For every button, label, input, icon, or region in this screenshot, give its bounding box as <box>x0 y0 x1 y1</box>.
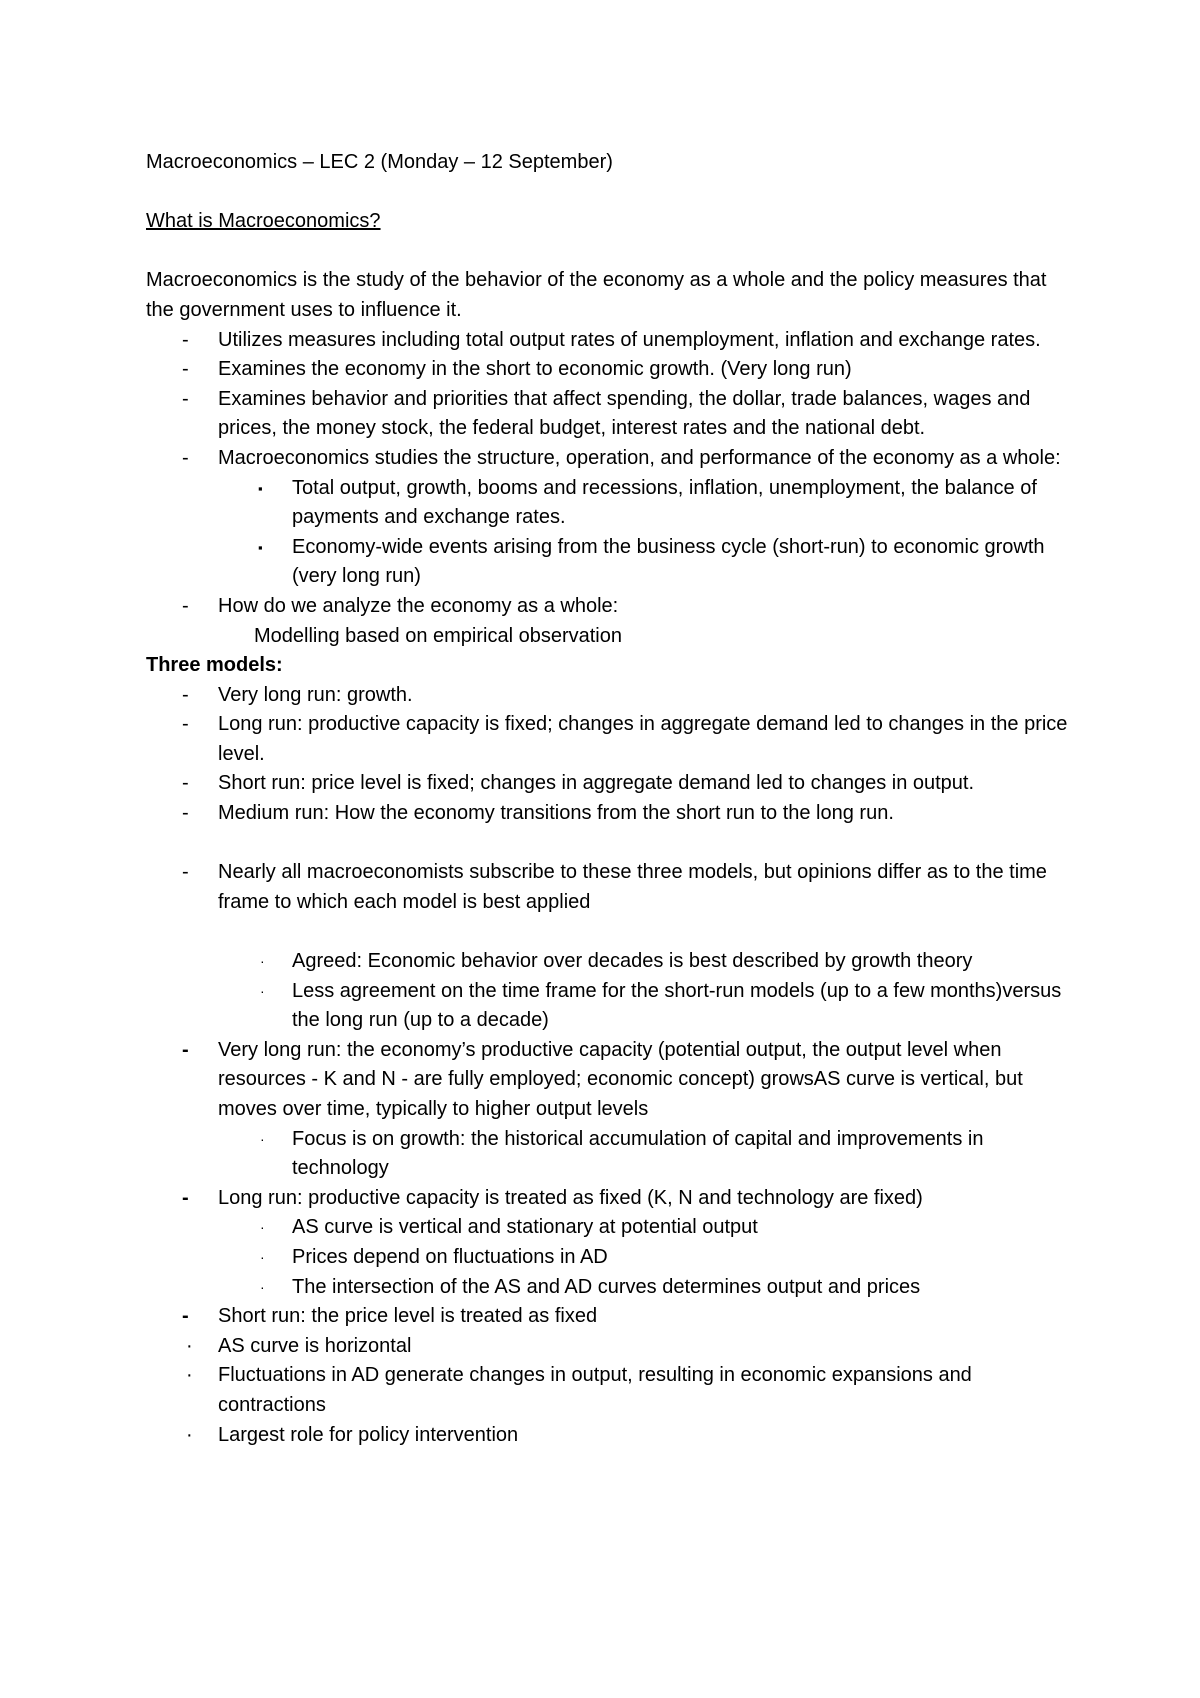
dash-marker: - <box>182 802 189 825</box>
dot-bullet-icon: · <box>186 1423 193 1446</box>
list-item: - Utilizes measures including total output rates of unemployment, inflation and exchange rates. <box>146 326 1076 356</box>
dot-bullet-icon: · <box>260 953 265 970</box>
page-title: Macroeconomics – LEC 2 (Monday – 12 September) <box>146 151 613 173</box>
intro-paragraph: Macroeconomics is the study of the behavior of the economy as a whole and the policy measures that the government uses to influence it. <box>146 269 1047 321</box>
sub-list-item: ▪ Total output, growth, booms and recessions, inflation, unemployment, the balance of payments and exchange rates. <box>146 474 1076 533</box>
list-item: - Examines behavior and priorities that affect spending, the dollar, trade balances, wages and prices, the money stock, the federal budget, interest rates and the national debt. <box>146 385 1076 444</box>
document-page <box>146 148 1076 1450</box>
dot-bullet-icon: · <box>260 1248 265 1265</box>
list-item: - Short run: the price level is treated as fixed <box>146 1302 1076 1332</box>
dot-bullet-icon: · <box>186 1364 193 1387</box>
square-bullet-icon: ▪ <box>258 539 263 555</box>
very-long-run-list <box>146 1036 1076 1184</box>
list-item: - Short run: price level is fixed; changes in aggregate demand led to changes in output. <box>146 769 1076 799</box>
list-item: · Fluctuations in AD generate changes in output, resulting in economic expansions and contractions <box>146 1361 1076 1420</box>
dash-marker: - <box>182 446 189 469</box>
dash-marker: - <box>182 387 189 410</box>
list-item: - Long run: productive capacity is treated as fixed (K, N and technology are fixed) <box>146 1184 1076 1214</box>
dash-marker: - <box>182 713 189 736</box>
dot-bullet-icon: · <box>260 1219 265 1236</box>
sub-list-item: · Focus is on growth: the historical accumulation of capital and improvements in technology <box>146 1125 1076 1184</box>
dash-marker: - <box>182 772 189 795</box>
three-models-list <box>146 681 1076 829</box>
list-item: - Very long run: the economy’s productive capacity (potential output, the output level when resources - K and N - are fully employed; economic concept) growsAS curve is vertical, but moves over time, typically to higher output levels <box>146 1036 1076 1125</box>
dash-marker: - <box>182 861 189 884</box>
dash-marker: - <box>182 683 189 706</box>
dash-marker: - <box>182 1305 189 1328</box>
sub-list-item: · The intersection of the AS and AD curves determines output and prices <box>146 1273 1076 1303</box>
list-item: - Examines the economy in the short to economic growth. (Very long run) <box>146 355 1076 385</box>
list-item: - Nearly all macroeconomists subscribe to these three models, but opinions differ as to the time frame to which each model is best applied <box>146 858 1076 917</box>
list-item: - Medium run: How the economy transitions from the short run to the long run. <box>146 799 1076 829</box>
sub-list-item: · AS curve is vertical and stationary at potential output <box>146 1213 1076 1243</box>
list-item: - How do we analyze the economy as a whole: <box>146 592 1076 622</box>
list-item: · AS curve is horizontal <box>146 1332 1076 1362</box>
dot-bullet-icon: · <box>260 982 265 999</box>
dash-marker: - <box>182 1038 189 1061</box>
square-bullet-icon: ▪ <box>258 480 263 496</box>
list-item: · Largest role for policy intervention <box>146 1421 1076 1451</box>
sub-list-item: ▪ Economy-wide events arising from the business cycle (short-run) to economic growth (very long run) <box>146 533 1076 592</box>
dot-bullet-icon: · <box>186 1334 193 1357</box>
sub-list-item: · Less agreement on the time frame for the short-run models (up to a few months)versus the long run (up to a decade) <box>146 977 1076 1036</box>
list-item: - Long run: productive capacity is fixed; changes in aggregate demand led to changes in the price level. <box>146 710 1076 769</box>
sub-list-item: · Agreed: Economic behavior over decades is best described by growth theory <box>146 947 1076 977</box>
dash-marker: - <box>182 328 189 351</box>
section1-list <box>146 326 1076 652</box>
dot-bullet-icon: · <box>260 1130 265 1147</box>
section-heading: What is Macroeconomics? <box>146 210 381 233</box>
list-item: - Very long run: growth. <box>146 681 1076 711</box>
short-run-list <box>146 1302 1076 1450</box>
three-models-label: Three models: <box>146 654 283 677</box>
list-item: - Macroeconomics studies the structure, operation, and performance of the economy as a whole: <box>146 444 1076 474</box>
dash-marker: - <box>182 358 189 381</box>
agree-list <box>146 947 1076 1036</box>
dash-marker: - <box>182 1186 189 1209</box>
dash-marker: - <box>182 594 189 617</box>
sub-list-item: · Prices depend on fluctuations in AD <box>146 1243 1076 1273</box>
dot-bullet-icon: · <box>260 1278 265 1295</box>
answer-text: Modelling based on empirical observation <box>254 624 622 647</box>
long-run-list <box>146 1184 1076 1302</box>
nearly-list <box>146 858 1076 917</box>
